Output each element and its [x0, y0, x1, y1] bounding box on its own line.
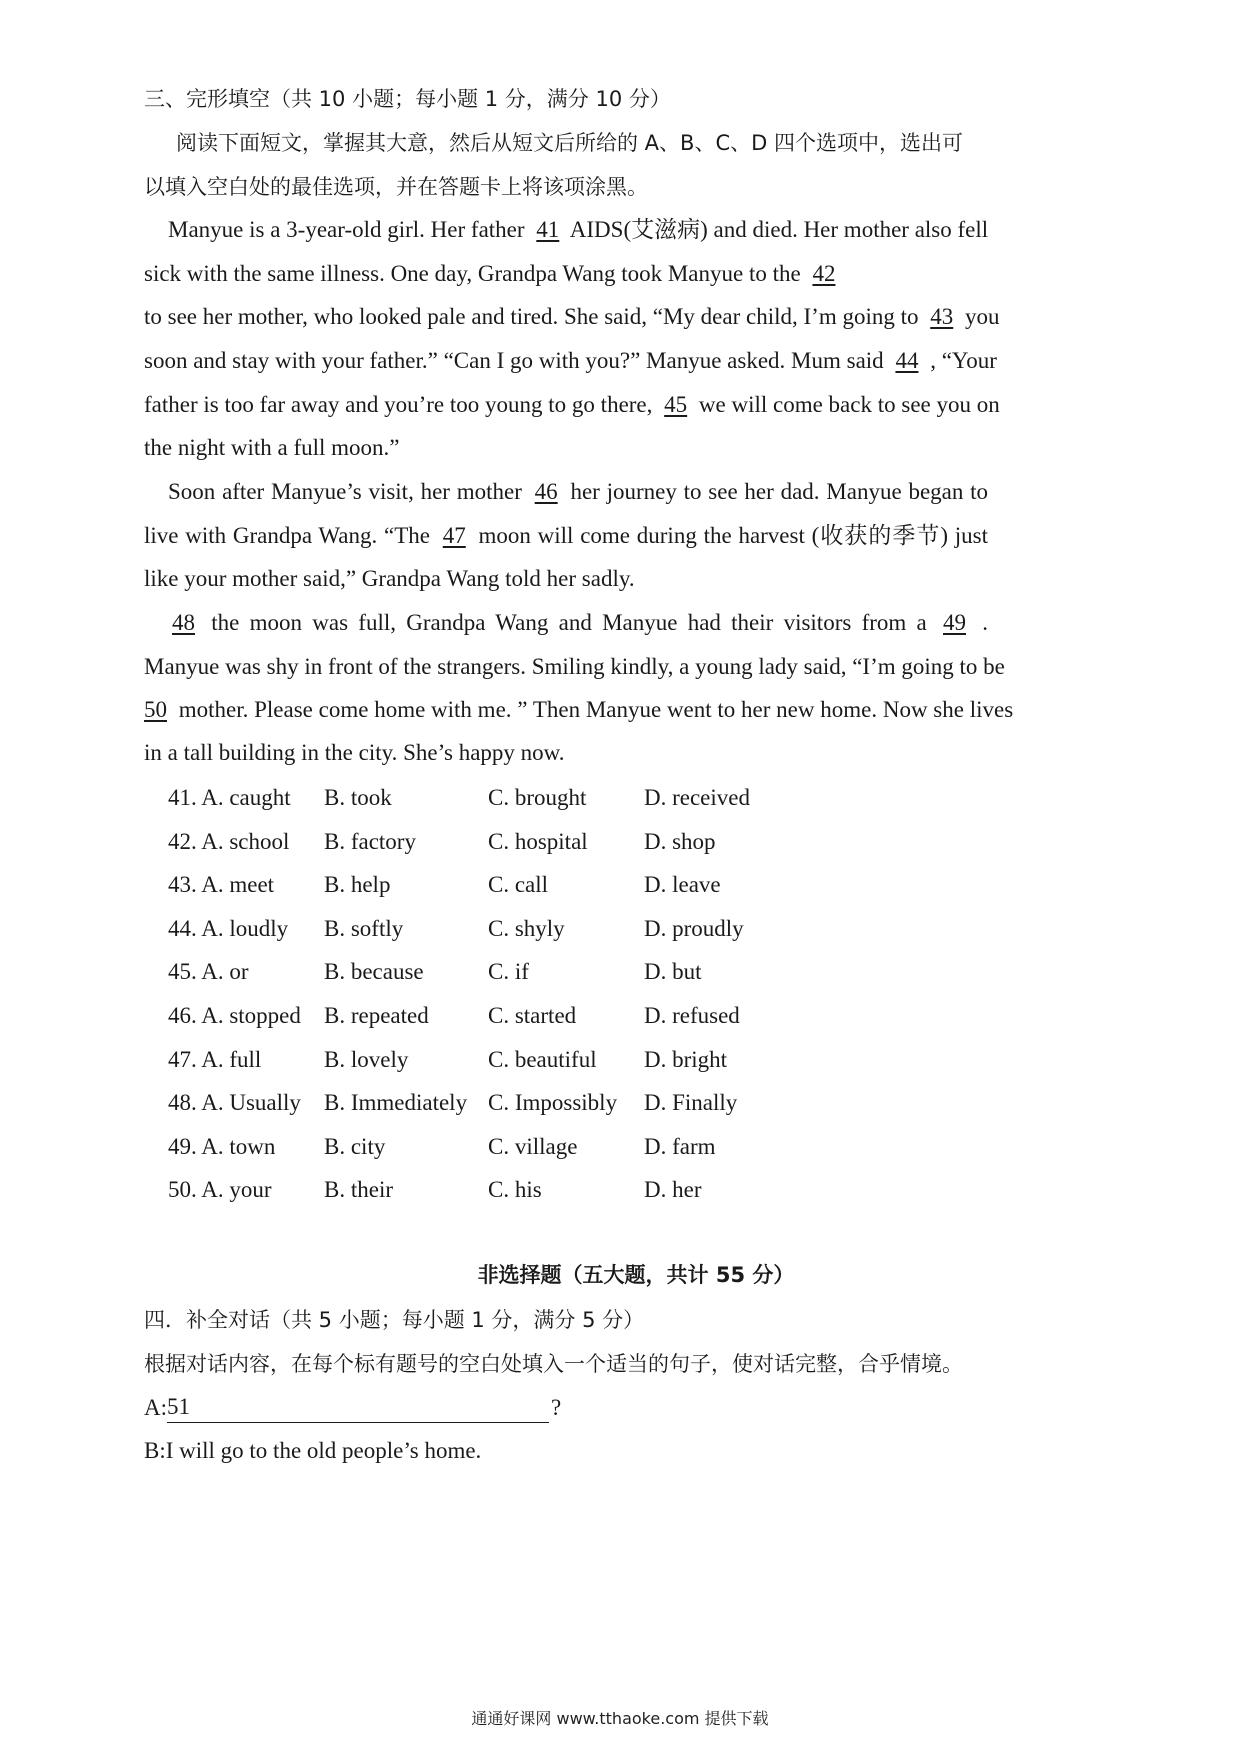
option-c[interactable]: C. village: [488, 1134, 578, 1159]
passage-line: Manyue was shy in front of the strangers. Smiling kindly, a young lady said, “I’m going to be: [144, 654, 1005, 679]
option-row: [168, 914, 928, 944]
option-b[interactable]: B. Immediately: [324, 1090, 468, 1115]
option-d[interactable]: D. shop: [644, 829, 716, 854]
passage-line: the night with a full moon.”: [144, 435, 400, 460]
option-d[interactable]: D. Finally: [644, 1090, 738, 1115]
section-4-instruction: 根据对话内容，在每个标有题号的空白处填入一个适当的句子，使对话完整，合乎情境。: [144, 1352, 963, 1376]
blank-42: 42: [812, 261, 836, 286]
option-a[interactable]: 46. A. stopped: [168, 1003, 301, 1028]
footer-watermark: 通通好课网 www.tthaoke.com 提供下载: [471, 1709, 769, 1728]
option-d[interactable]: D. but: [644, 959, 702, 984]
passage-line: sick with the same illness. One day, Grandpa Wang took Manyue to the 42: [144, 259, 1114, 289]
option-c[interactable]: C. started: [488, 1003, 577, 1028]
option-a[interactable]: 44. A. loudly: [168, 916, 289, 941]
option-row: [168, 1132, 928, 1162]
section-4-heading: 四．补全对话（共 5 小题；每小题 1 分，满分 5 分）: [144, 1308, 645, 1332]
blank-43: 43: [930, 304, 954, 329]
section-3-instruction-1: 阅读下面短文，掌握其大意，然后从短文后所给的 A、B、C、D 四个选项中，选出可: [176, 131, 963, 155]
passage-line: in a tall building in the city. She’s happy now.: [144, 740, 565, 765]
blank-48: 48: [172, 610, 195, 635]
passage-line: Soon after Manyue’s visit, her mother 46 her journey to see her dad. Manyue began to: [168, 477, 988, 507]
passage-line: like your mother said,” Grandpa Wang told her sadly.: [144, 566, 635, 591]
option-row: [168, 1088, 928, 1118]
dialogue-line-b: B:I will go to the old people’s home.: [144, 1438, 482, 1463]
option-d[interactable]: D. bright: [644, 1047, 728, 1072]
option-a[interactable]: 43. A. meet: [168, 872, 275, 897]
option-b[interactable]: B. help: [324, 872, 391, 897]
option-c[interactable]: C. hospital: [488, 829, 588, 854]
section-3-instruction-2: 以填入空白处的最佳选项，并在答题卡上将该项涂黑。: [144, 175, 648, 199]
blank-50: 50: [144, 697, 167, 722]
blank-44: 44: [895, 348, 919, 373]
option-row: [168, 1045, 928, 1075]
passage-line: Manyue is a 3-year-old girl. Her father 41 AIDS(艾滋病) and died. Her mother also fell: [168, 215, 988, 245]
option-d[interactable]: D. her: [644, 1177, 702, 1202]
option-row: [168, 827, 928, 857]
option-b[interactable]: B. factory: [324, 829, 416, 854]
option-c[interactable]: C. his: [488, 1177, 542, 1202]
option-b[interactable]: B. their: [324, 1177, 393, 1202]
passage-line: to see her mother, who looked pale and tired. She said, “My dear child, I’m going to 43 you: [144, 302, 988, 332]
option-c[interactable]: C. shyly: [488, 916, 565, 941]
option-d[interactable]: D. farm: [644, 1134, 716, 1159]
option-a[interactable]: 50. A. your: [168, 1177, 272, 1202]
blank-46: 46: [534, 479, 558, 504]
passage-line: live with Grandpa Wang. “The 47 moon will come during the harvest (收获的季节) just: [144, 521, 988, 551]
passage-line: 50 mother. Please come home with me. ” Then Manyue went to her new home. Now she lives: [144, 695, 988, 725]
passage-line: 48 the moon was full, Grandpa Wang and Manyue had their visitors from a 49 .: [166, 608, 988, 638]
option-c[interactable]: C. Impossibly: [488, 1090, 618, 1115]
section-3-heading: 三、完形填空（共 10 小题；每小题 1 分，满分 10 分）: [144, 87, 671, 111]
option-a[interactable]: 42. A. school: [168, 829, 290, 854]
blank-49: 49: [943, 610, 967, 635]
option-d[interactable]: D. refused: [644, 1003, 740, 1028]
blank-45: 45: [664, 392, 688, 417]
option-b[interactable]: B. city: [324, 1134, 386, 1159]
option-d[interactable]: D. proudly: [644, 916, 744, 941]
option-c[interactable]: C. beautiful: [488, 1047, 597, 1072]
answer-blank-51[interactable]: 51: [167, 1398, 549, 1423]
option-b[interactable]: B. repeated: [324, 1003, 429, 1028]
option-a[interactable]: 47. A. full: [168, 1047, 262, 1072]
option-b[interactable]: B. softly: [324, 916, 404, 941]
option-a[interactable]: 48. A. Usually: [168, 1090, 301, 1115]
option-a[interactable]: 49. A. town: [168, 1134, 276, 1159]
passage-line: soon and stay with your father.” “Can I go with you?” Manyue asked. Mum said 44 , “Your: [144, 346, 988, 376]
option-b[interactable]: B. because: [324, 959, 424, 984]
option-b[interactable]: B. lovely: [324, 1047, 409, 1072]
blank-41: 41: [536, 217, 560, 242]
dialogue-line-a: A: 51 ?: [144, 1393, 1114, 1423]
option-c[interactable]: C. if: [488, 959, 529, 984]
option-a[interactable]: 45. A. or: [168, 959, 249, 984]
option-row: [168, 1175, 928, 1205]
option-row: [168, 957, 928, 987]
option-d[interactable]: D. received: [644, 785, 750, 810]
option-b[interactable]: B. took: [324, 785, 392, 810]
non-choice-title: 非选择题（五大题，共计 55 分）: [477, 1263, 795, 1287]
option-d[interactable]: D. leave: [644, 872, 721, 897]
blank-47: 47: [442, 523, 466, 548]
option-row: [168, 870, 928, 900]
option-c[interactable]: C. brought: [488, 785, 587, 810]
option-row: [168, 1001, 928, 1031]
option-a[interactable]: 41. A. caught: [168, 785, 291, 810]
option-row: [168, 783, 928, 813]
passage-line: father is too far away and you’re too young to go there, 45 we will come back to see you on: [144, 390, 988, 420]
option-c[interactable]: C. call: [488, 872, 549, 897]
